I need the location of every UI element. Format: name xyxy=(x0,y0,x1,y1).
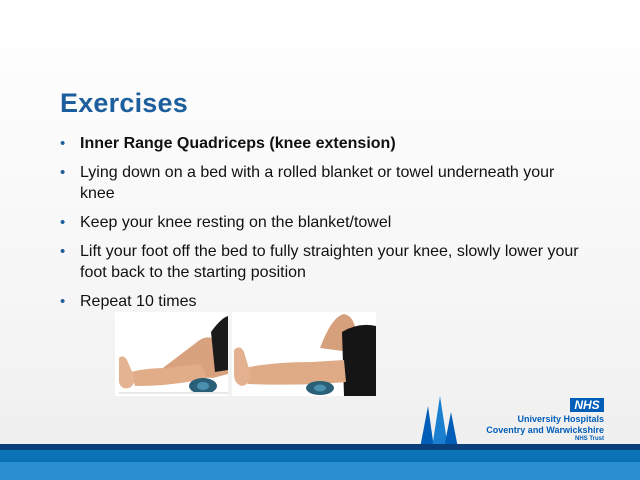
bullet-dot: • xyxy=(60,293,66,310)
trust-name-line3: NHS Trust xyxy=(574,436,604,442)
bullet-item xyxy=(60,133,580,154)
footer-stripe xyxy=(0,444,640,450)
bullet-dot: • xyxy=(60,214,66,231)
bullet-dot: • xyxy=(60,135,66,152)
nhs-trust-logo xyxy=(414,390,604,450)
bullet-list xyxy=(60,133,580,320)
bullet-item xyxy=(60,162,580,204)
bullet-dot: • xyxy=(60,243,66,260)
exercise-photo-end xyxy=(232,312,376,396)
cathedral-spires-icon xyxy=(414,390,464,450)
bullet-item xyxy=(60,241,580,283)
bullet-text: Lying down on a bed with a rolled blanket or towel underneath your knee xyxy=(80,164,555,202)
bullet-item xyxy=(60,291,580,312)
bullet-text: Repeat 10 times xyxy=(80,293,197,310)
trust-name-line1: University Hospitals xyxy=(517,414,604,424)
trust-name-line2: Coventry and Warwickshire xyxy=(486,425,604,435)
bullet-text: Inner Range Quadriceps (knee extension) xyxy=(80,135,396,152)
bullet-text: Keep your knee resting on the blanket/towel xyxy=(80,214,392,231)
footer-light-band xyxy=(0,462,640,480)
bullet-text: Lift your foot off the bed to fully straighten your knee, slowly lower your foot back to the starting position xyxy=(80,243,579,281)
slide-title: Exercises xyxy=(60,88,188,118)
exercise-photo-start xyxy=(115,312,228,396)
bullet-item xyxy=(60,212,580,233)
nhs-badge: NHS xyxy=(570,398,604,412)
bullet-dot: • xyxy=(60,164,66,181)
